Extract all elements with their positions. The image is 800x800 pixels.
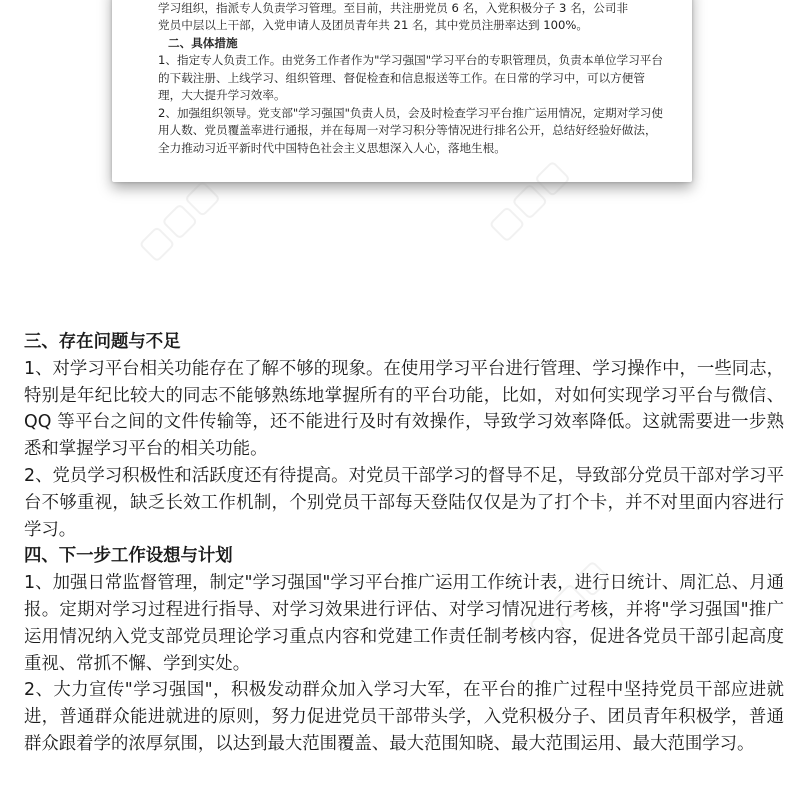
document-preview-card: [112, 0, 692, 182]
problem-2-paragraph: 2、党员学习积极性和活跃度还有待提高。对党员干部学习的督导不足，导致部分党员干部对学习平台不够重视，缺乏长效工作机制，个别党员干部每天登陆仅仅是为了打个卡，并不对里面内容进行学习。: [24, 465, 784, 540]
paper-line-2: 学习组织，指派专人负责学习管理。至目前，共注册党员 6 名，入党积极分子 3 名，公司非: [158, 0, 629, 15]
watermark-mark: ▢▢▢: [129, 171, 227, 269]
section-3-title: 三、存在问题与不足: [24, 332, 181, 352]
document-body: [24, 329, 784, 758]
watermark-mark: ▢▢▢: [479, 151, 577, 249]
paper-section-title: 二、具体措施: [168, 35, 238, 50]
problem-1-paragraph: 1、对学习平台相关功能存在了解不够的现象。在使用学习平台进行管理、学习操作中，一些同志，特别是年纪比较大的同志不能够熟练地掌握所有的平台功能，比如，对如何实现学习平台与微信、QQ 等平台之间的文件传输等，还不能进行及时有效操作，导致学习效率降低。这就需要进一步熟悉和掌握学习平台的相关功能。: [24, 358, 784, 460]
watermark-mark: ▢▢▢: [519, 551, 617, 649]
plan-1-paragraph: 1、加强日常监督管理，制定"学习强国"学习平台推广运用工作统计表，进行日统计、周汇总、月通报。定期对学习过程进行指导、对学习效果进行评估、对学习情况进行考核，并将"学习强国"推广运用情况纳入党支部党员理论学习重点内容和党建工作责任制考核内容，促进各党员干部引起高度重视、常抓不懈、学到实处。: [24, 573, 784, 674]
paper-line-3: 党员中层以上干部，入党申请人及团员青年共 21 名，其中党员注册率达到 100%。: [158, 18, 588, 32]
section-4-title: 四、下一步工作设想与计划: [24, 546, 233, 567]
plan-2-paragraph: 2、大力宣传"学习强国"，积极发动群众加入学习大军，在平台的推广过程中坚持党员干部应进就进，普通群众能进就进的原则，努力促进党员干部带头学，入党积极分子、团员青年积极学，普通群众跟着学的浓厚氛围，以达到最大范围覆盖、最大范围知晓、最大范围运用、最大范围学习。: [24, 680, 784, 754]
paper-measure-1: 1、指定专人负责工作。由党务工作者作为"学习强国"学习平台的专职管理员，负责本单位学习平台的下载注册、上线学习、组织管理、督促检查和信息报送等工作。在日常的学习中，可以方便管理，大大提升学习效率。: [158, 53, 663, 102]
paper-measure-2: 2、加强组织领导。党支部"学习强国"负责人员，会及时检查学习平台推广运用情况，定期对学习使用人数、党员覆盖率进行通报，并在每周一对学习积分等情况进行排名公开，总结好经验好做法，全力推动习近平新时代中国特色社会主义思想深入人心，落地生根。: [158, 105, 663, 155]
